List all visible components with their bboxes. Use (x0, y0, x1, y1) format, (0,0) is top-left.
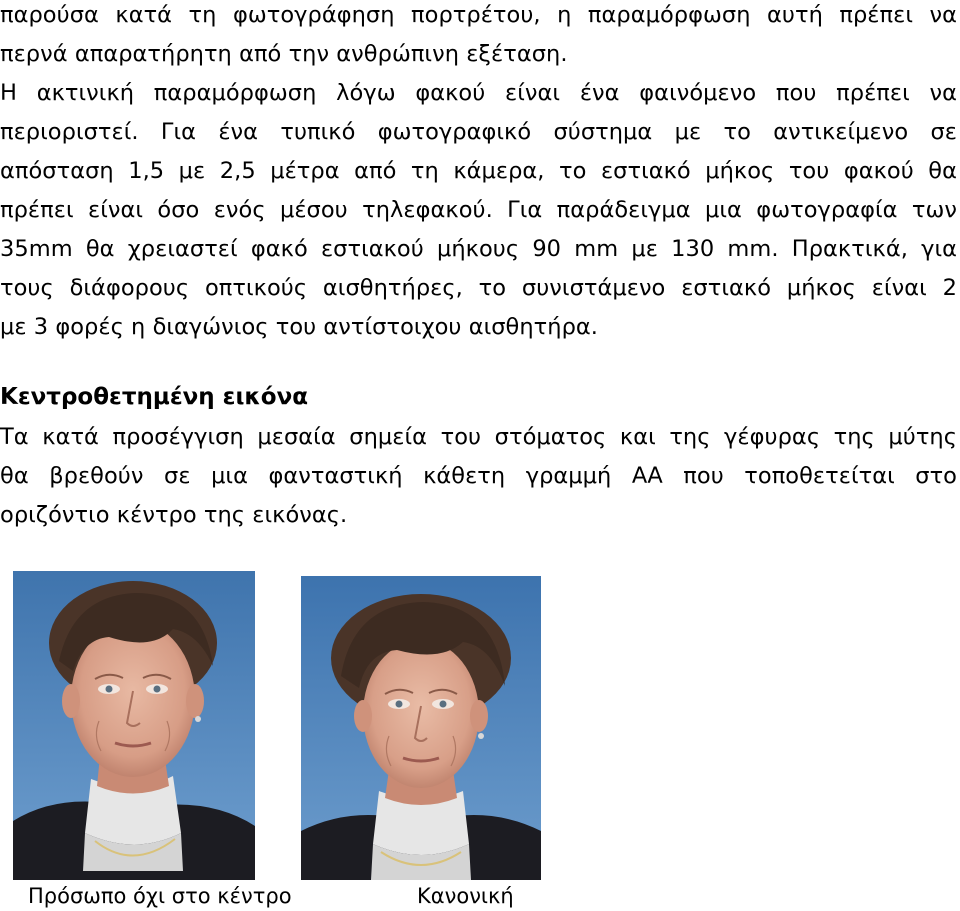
text-line: Η ακτινική παραμόρφωση λόγω φακού είναι ένα φαινόμενο που πρέπει να (0, 80, 957, 106)
paragraph-centered-image (0, 418, 960, 535)
text-line: παρούσα κατά τη φωτογράφηση πορτρέτου, η παραμόρφωση αυτή πρέπει να (0, 2, 957, 28)
figure-caption-normal: Κανονική (417, 884, 514, 908)
portrait-illustration (13, 571, 255, 880)
text-line: οριζόντιο κέντρο της εικόνας. (0, 502, 348, 528)
text-line: με 3 φορές η διαγώνιος του αντίστοιχου αισθητήρα. (0, 314, 599, 340)
text-line: περιοριστεί. Για ένα τυπικό φωτογραφικό σύστημα με το αντικείμενο σε (0, 119, 957, 145)
text-line: θα βρεθούν σε μια φανταστική κάθετη γραμμή ΑΑ που τοποθετείται στο (0, 463, 957, 489)
text-line: Τα κατά προσέγγιση μεσαία σημεία του στόματος και της γέφυρας της μύτης (0, 424, 957, 450)
portrait-photo-off-center (13, 571, 255, 880)
paragraph-lens-distortion (0, 0, 960, 347)
section-heading: Κεντροθετημένη εικόνα (0, 384, 309, 410)
text-line: 35mm θα χρειαστεί φακό εστιακού μήκους 90 mm με 130 mm. Πρακτικά, για (0, 236, 957, 262)
portrait-illustration (301, 576, 541, 880)
portrait-photo-centered (301, 576, 541, 880)
text-line: πρέπει είναι όσο ενός μέσου τηλεφακού. Για παράδειγμα μια φωτογραφία των (0, 197, 957, 223)
text-line: τους διάφορους οπτικούς αισθητήρες, το συνιστάμενο εστιακό μήκος είναι 2 (0, 275, 957, 301)
text-line: περνά απαρατήρητη από την ανθρώπινη εξέταση. (0, 41, 568, 67)
text-line: απόσταση 1,5 με 2,5 μέτρα από τη κάμερα, το εστιακό μήκος του φακού θα (0, 158, 957, 184)
figure-caption-off-center: Πρόσωπο όχι στο κέντρο (28, 884, 292, 908)
